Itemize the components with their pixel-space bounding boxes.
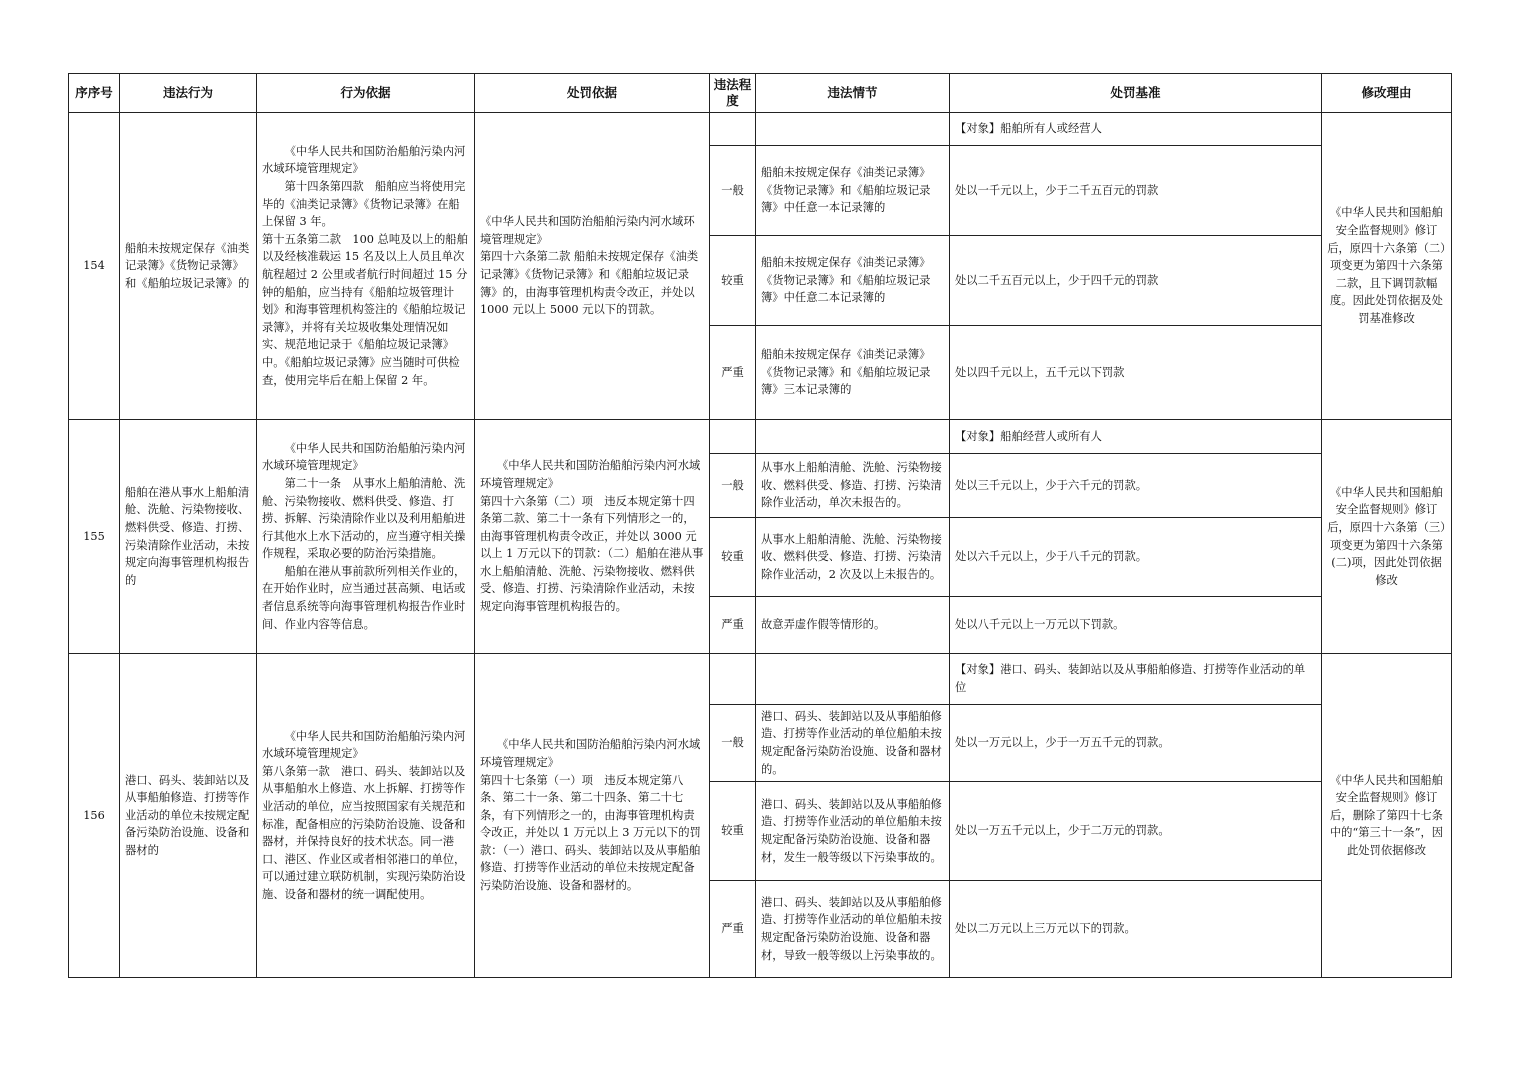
penalty-standard-table	[68, 73, 1452, 978]
circumstance-cell: 港口、码头、装卸站以及从事船舶修造、打捞等作业活动的单位船舶未按规定配备污染防治设施、设备和器材，发生一般等级以下污染事故的。	[756, 782, 950, 881]
circumstance-cell: 港口、码头、装卸站以及从事船舶修造、打捞等作业活动的单位船舶未按规定配备污染防治设施、设备和器材的。	[756, 705, 950, 782]
standard-cell: 处以一万五千元以上，少于二万元的罚款。	[950, 782, 1322, 881]
seq-cell: 155	[69, 420, 120, 654]
circumstance-cell: 从事水上船舶清舱、洗舱、污染物接收、燃料供受、修造、打捞、污染清除作业活动，2 次及以上未报告的。	[756, 518, 950, 597]
act-cell: 港口、码头、装卸站以及从事船舶修造、打捞等作业活动的单位未按规定配备污染防治设施、设备和器材的	[120, 654, 257, 978]
circumstance-cell: 船舶未按规定保存《油类记录簿》《货物记录簿》和《船舶垃圾记录簿》三本记录簿的	[756, 326, 950, 420]
basis-cell: 《中华人民共和国防治船舶污染内河水域环境管理规定》 第二十一条 从事水上船舶清舱、洗舱、污染物接收、燃料供受、修造、打捞、拆解、污染清除作业以及利用船舶进行其他水上水下活动的，应当遵守相关操作规程，采取必要的防治污染措施。 船舶在港从事前款所列相关作业的，在开始作业时，应当通过甚高频、电话或者信息系统等向海事管理机构报告作业时间、作业内容等信息。	[257, 420, 475, 654]
object-cell: 【对象】船舶所有人或经营人	[950, 113, 1322, 146]
header-penalty: 处罚依据	[475, 74, 710, 113]
header-seq: 序序号	[69, 74, 120, 113]
penalty-cell: 《中华人民共和国防治船舶污染内河水域环境管理规定》 第四十六条第（二）项 违反本规定第十四条第二款、第二十一条有下列情形之一的，由海事管理机构责令改正，并处以 3000 元以上 1 万元以下的罚款：（二）船舶在港从事水上船舶清舱、洗舱、污染物接收、燃料供受、修造、打捞、污染清除作业活动，未按规定向海事管理机构报告的。	[475, 420, 710, 654]
seq-cell: 156	[69, 654, 120, 978]
reason-cell: 《中华人民共和国船舶安全监督规则》修订后，删除了第四十七条中的“第三十一条”，因此处罚依据修改	[1322, 654, 1452, 978]
degree-empty-cell	[710, 420, 756, 454]
degree-cell: 严重	[710, 881, 756, 978]
standard-cell: 处以二万元以上三万元以下的罚款。	[950, 881, 1322, 978]
reason-cell: 《中华人民共和国船舶安全监督规则》修订后，原四十六条第（二）项变更为第四十六条第二款，且下调罚款幅度。因此处罚依据及处罚基准修改	[1322, 113, 1452, 420]
circumstance-empty-cell	[756, 113, 950, 146]
circumstance-cell: 故意弄虚作假等情形的。	[756, 597, 950, 654]
standard-cell: 处以一千元以上，少于二千五百元的罚款	[950, 146, 1322, 236]
degree-cell: 严重	[710, 326, 756, 420]
basis-cell: 《中华人民共和国防治船舶污染内河水域环境管理规定》 第十四条第四款 船舶应当将使用完毕的《油类记录簿》《货物记录簿》在船上保留 3 年。 第十五条第二款 100 总吨及以上的船舶以及经核准载运 15 名及以上人员且单次航程超过 2 公里或者航行时间超过 15 分钟的船舶，应当持有《船舶垃圾管理计划》和海事管理机构签注的《船舶垃圾记录簿》，并将有关垃圾收集处理情况如实、规范地记录于《船舶垃圾记录簿》中。《船舶垃圾记录簿》应当随时可供检查，使用完毕后在船上保留 2 年。	[257, 113, 475, 420]
basis-cell: 《中华人民共和国防治船舶污染内河水域环境管理规定》 第八条第一款 港口、码头、装卸站以及从事船舶水上修造、水上拆解、打捞等作业活动的单位，应当按照国家有关规范和标准，配备相应的污染防治设施、设备和器材，并保持良好的技术状态。同一港口、港区、作业区或者相邻港口的单位，可以通过建立联防机制，实现污染防治设施、设备和器材的统一调配使用。	[257, 654, 475, 978]
standard-cell: 处以四千元以上，五千元以下罚款	[950, 326, 1322, 420]
seq-cell: 154	[69, 113, 120, 420]
degree-empty-cell	[710, 654, 756, 705]
object-cell: 【对象】船舶经营人或所有人	[950, 420, 1322, 454]
circumstance-cell: 从事水上船舶清舱、洗舱、污染物接收、燃料供受、修造、打捞、污染清除作业活动，单次未报告的。	[756, 454, 950, 518]
circumstance-cell: 船舶未按规定保存《油类记录簿》《货物记录簿》和《船舶垃圾记录簿》中任意一本记录簿的	[756, 146, 950, 236]
standard-cell: 处以八千元以上一万元以下罚款。	[950, 597, 1322, 654]
degree-cell: 一般	[710, 705, 756, 782]
header-act: 违法行为	[120, 74, 257, 113]
act-cell: 船舶在港从事水上船舶清舱、洗舱、污染物接收、燃料供受、修造、打捞、污染清除作业活动，未按规定向海事管理机构报告的	[120, 420, 257, 654]
circumstance-empty-cell	[756, 420, 950, 454]
table-row	[69, 113, 1452, 146]
header-basis: 行为依据	[257, 74, 475, 113]
header-circumstance: 违法情节	[756, 74, 950, 113]
degree-cell: 较重	[710, 518, 756, 597]
standard-cell: 处以六千元以上，少于八千元的罚款。	[950, 518, 1322, 597]
degree-cell: 较重	[710, 782, 756, 881]
reason-cell: 《中华人民共和国船舶安全监督规则》修订后，原四十六条第（三）项变更为第四十六条第(二)项，因此处罚依据修改	[1322, 420, 1452, 654]
object-cell: 【对象】港口、码头、装卸站以及从事船舶修造、打捞等作业活动的单位	[950, 654, 1322, 705]
degree-empty-cell	[710, 113, 756, 146]
table-row	[69, 420, 1452, 454]
act-cell: 船舶未按规定保存《油类记录簿》《货物记录簿》和《船舶垃圾记录簿》的	[120, 113, 257, 420]
degree-cell: 一般	[710, 146, 756, 236]
header-degree: 违法程度	[710, 74, 756, 113]
degree-cell: 一般	[710, 454, 756, 518]
header-reason: 修改理由	[1322, 74, 1452, 113]
header-standard: 处罚基准	[950, 74, 1322, 113]
penalty-cell: 《中华人民共和国防治船舶污染内河水域环境管理规定》 第四十七条第（一）项 违反本规定第八条、第二十一条、第二十四条、第二十七条，有下列情形之一的，由海事管理机构责令改正，并处以 1 万元以上 3 万元以下的罚款：（一）港口、码头、装卸站以及从事船舶修造、打捞等作业活动的单位未按规定配备污染防治设施、设备和器材的。	[475, 654, 710, 978]
degree-cell: 严重	[710, 597, 756, 654]
standard-cell: 处以一万元以上，少于一万五千元的罚款。	[950, 705, 1322, 782]
standard-cell: 处以二千五百元以上，少于四千元的罚款	[950, 236, 1322, 326]
circumstance-empty-cell	[756, 654, 950, 705]
penalty-cell: 《中华人民共和国防治船舶污染内河水域环境管理规定》 第四十六条第二款 船舶未按规定保存《油类记录簿》《货物记录簿》和《船舶垃圾记录簿》的，由海事管理机构责令改正，并处以 1000 元以上 5000 元以下的罚款。	[475, 113, 710, 420]
header-row	[69, 74, 1452, 113]
circumstance-cell: 港口、码头、装卸站以及从事船舶修造、打捞等作业活动的单位船舶未按规定配备污染防治设施、设备和器材，导致一般等级以上污染事故的。	[756, 881, 950, 978]
circumstance-cell: 船舶未按规定保存《油类记录簿》《货物记录簿》和《船舶垃圾记录簿》中任意二本记录簿的	[756, 236, 950, 326]
degree-cell: 较重	[710, 236, 756, 326]
table-row	[69, 654, 1452, 705]
standard-cell: 处以三千元以上，少于六千元的罚款。	[950, 454, 1322, 518]
